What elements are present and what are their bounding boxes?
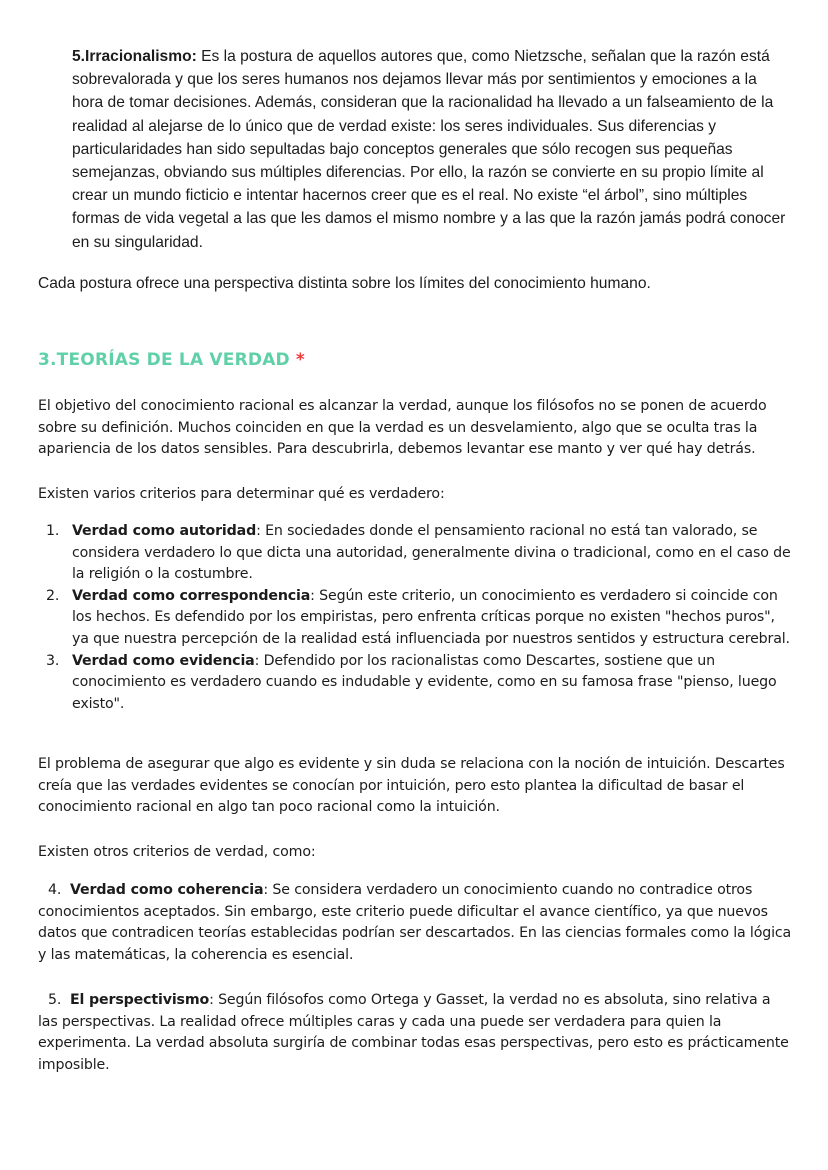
irracionalismo-label: 5.Irracionalismo: (72, 48, 197, 65)
summary-paragraph: Cada postura ofrece una perspectiva distinta sobre los límites del conocimiento humano. (38, 275, 651, 292)
criterios-list (38, 521, 794, 715)
list-item-number: 1. (46, 523, 60, 539)
list-item (38, 521, 794, 586)
irracionalismo-paragraph (72, 45, 790, 254)
criterios-intro: Existen varios criterios para determinar qué es verdadero: (38, 486, 445, 502)
perspectivismo-text: : Según filósofos como Ortega y Gasset, la verdad no es absoluta, sino relativa a las perspectivas. La realidad ofrece múltiples caras y cada una puede ser verdadera para quien la experimenta. La verdad absoluta surgiría de combinar todas esas perspectivas, pero esto es prácticamente imposible. (38, 992, 789, 1073)
section-heading (38, 350, 305, 370)
list-item (38, 651, 794, 716)
perspectivismo-paragraph (38, 990, 794, 1076)
coherencia-text: : Se considera verdadero un conocimiento cuando no contradice otros conocimientos aceptados. Sin embargo, este criterio puede dificultar el avance científico, ya que nuevos datos que contradicen teorías establecidas podrían ser descartados. En las ciencias formales como la lógica y las matemáticas, la coherencia es esencial. (38, 882, 792, 963)
intro-paragraph: El objetivo del conocimiento racional es alcanzar la verdad, aunque los filósofos no se ponen de acuerdo sobre su definición. Muchos coinciden en que la verdad es un desvelamiento, algo que se oculta tras la apariencia de los datos sensibles. Para descubrirla, debemos levantar ese manto y ver qué hay detrás. (38, 398, 767, 458)
list-item-title: Verdad como correspondencia (72, 587, 311, 604)
list-item-title: Verdad como autoridad (72, 523, 257, 539)
perspectivismo-title: El perspectivismo (69, 992, 210, 1008)
list-item-text: : Según este criterio, un conocimiento es verdadero si coincide con los hechos. Es defendido por los empiristas, pero enfrenta críticas porque no existen "hechos puros", ya que nuestra percepción de la realidad está influenciada por nuestros sentidos y estructura cerebral. (72, 587, 790, 647)
coherencia-number: 4. (48, 882, 62, 898)
list-item (38, 586, 794, 651)
perspectivismo-number: 5. (48, 992, 62, 1008)
problema-paragraph: El problema de asegurar que algo es evidente y sin duda se relaciona con la noción de intuición. Descartes creía que las verdades evidentes se conocían por intuición, pero esto plantea la dificultad de basar el conocimiento racional en algo tan poco racional como la intuición. (38, 756, 785, 816)
asterisk-icon: * (295, 350, 305, 370)
list-item-number: 2. (46, 587, 60, 604)
coherencia-title: Verdad como coherencia (69, 882, 264, 898)
list-item-text: : Defendido por los racionalistas como Descartes, sostiene que un conocimiento es verdadero cuando es indudable y evidente, como en su famosa frase "pienso, luego existo". (72, 652, 777, 712)
coherencia-paragraph (38, 880, 794, 966)
otros-criterios-intro: Existen otros criterios de verdad, como: (38, 844, 316, 860)
irracionalismo-text: Es la postura de aquellos autores que, como Nietzsche, señalan que la razón está sobrevalorada y que los seres humanos nos dejamos llevar más por sentimientos y emociones a la hora de tomar decisiones. Además, consideran que la racionalidad ha llevado a un falseamiento de la realidad al alejarse de lo único que de verdad existe: los seres individuales. Sus diferencias y particularidades han sido sepultadas bajo conceptos generales que sólo recogen sus pequeñas semejanzas, obviando sus múltiples diferencias. Por ello, la razón se convierte en su propio límite al crear un mundo ficticio e intentar hacernos creer que es el real. No existe “el árbol”, sino múltiples formas de vida vegetal a las que les damos el mismo nombre y a las que la razón jamás podrá conocer en su singularidad. (72, 48, 786, 251)
list-item-title: Verdad como evidencia (72, 652, 255, 669)
list-item-text: : En sociedades donde el pensamiento racional no está tan valorado, se considera verdadero lo que dicta una autoridad, generalmente divina o tradicional, como en el caso de la religión o la costumbre. (72, 523, 791, 583)
section-heading-text: 3.TEORÍAS DE LA VERDAD (38, 350, 290, 370)
list-item-number: 3. (46, 652, 60, 669)
